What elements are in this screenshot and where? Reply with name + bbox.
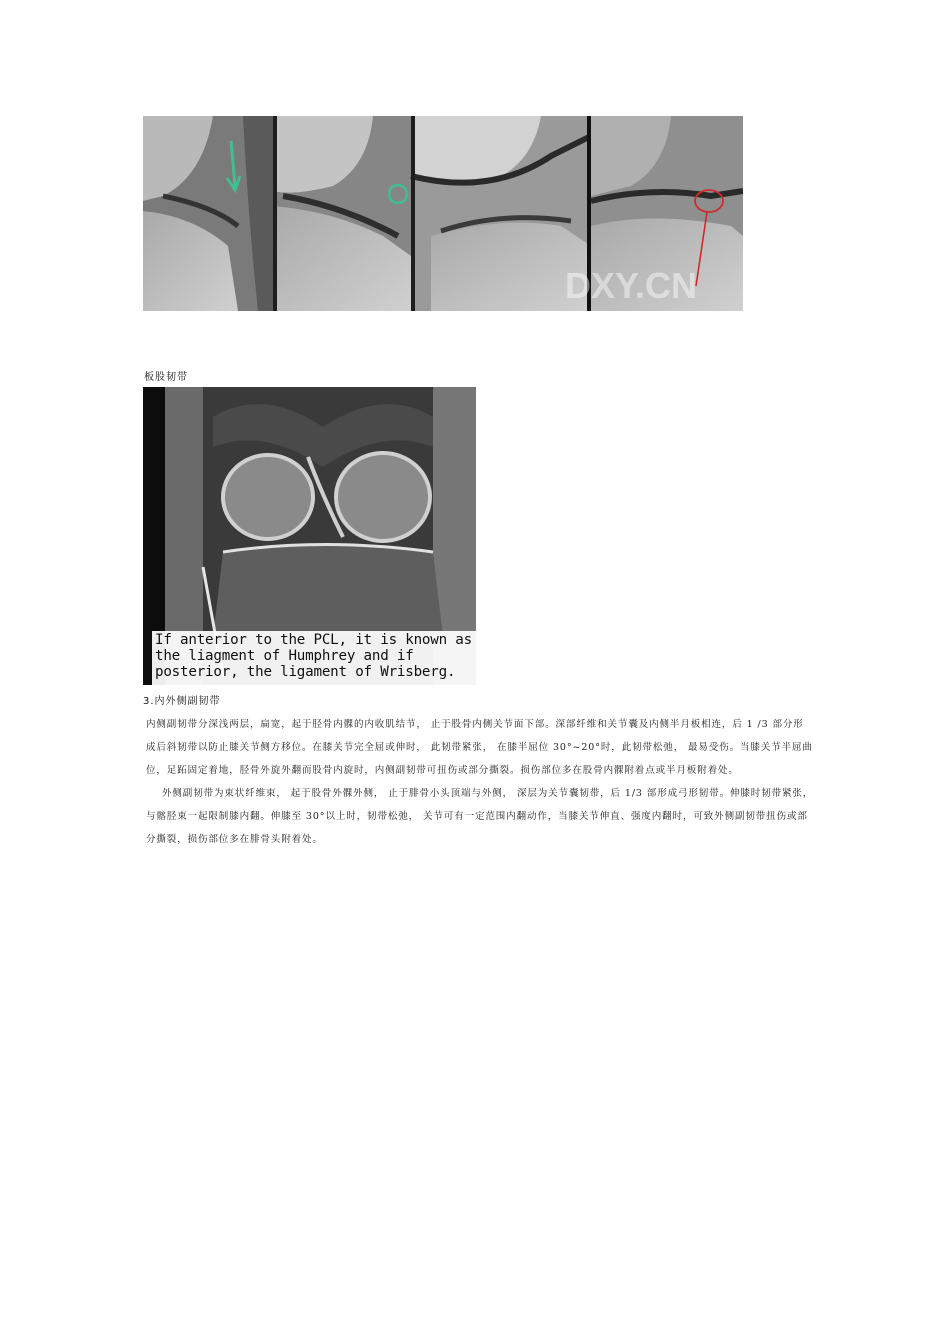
mri-coronal-image — [143, 387, 476, 685]
mri-panel-3 — [411, 116, 591, 311]
paragraph-medial-line: 成后斜韧带以防止膝关节侧方移位。在膝关节完全屈或伸时， 此韧带紧张， 在膝半屈位 30°~20°时，此韧带松弛， 最易受伤。当膝关节半屈曲 — [146, 742, 813, 753]
paragraph-medial-line: 内侧副韧带分深浅两层，扁宽，起于胫骨内髁的内收肌结节， 止于股骨内侧关节面下部。深部纤维和关节囊及内侧半月板相连，后 1 /3 部分形 — [146, 719, 804, 730]
overlay-text-line: the liagment of Humphrey and if — [155, 648, 414, 664]
paragraph-lateral-line: 与髂胫束一起限制膝内翻。伸膝至 30°以上时，韧带松弛， 关节可有一定范围内翻动作，当膝关节伸直、强度内翻时，可致外侧副韧带扭伤或部 — [146, 811, 808, 822]
paragraph-lateral-line: 分撕裂，损伤部位多在腓骨头附着处。 — [146, 834, 323, 845]
mri-panel-2 — [273, 116, 411, 311]
paragraph-medial-line: 位，足跖固定着地，胫骨外旋外翻而股骨内旋时，内侧副韧带可扭伤或部分撕裂。损伤部位多在股骨内髁附着点或半月板附着处。 — [146, 765, 739, 776]
overlay-text-line: posterior, the ligament of Wrisberg. — [155, 664, 456, 680]
watermark: DXY.CN — [565, 265, 698, 306]
paragraph-lateral-line: 外侧副韧带为束状纤维束， 起于股骨外髁外侧， 止于腓骨小头顶端与外侧， 深层为关节囊韧带，后 1/3 部形成弓形韧带。伸膝时韧带紧张， — [162, 788, 814, 799]
mri-strip-image — [143, 116, 743, 311]
mri-panel-1 — [143, 116, 273, 311]
section-heading: 3.内外侧副韧带 — [143, 696, 221, 707]
overlay-text-line: If anterior to the PCL, it is known as — [155, 632, 472, 648]
image-caption: 板股韧带 — [144, 372, 188, 383]
